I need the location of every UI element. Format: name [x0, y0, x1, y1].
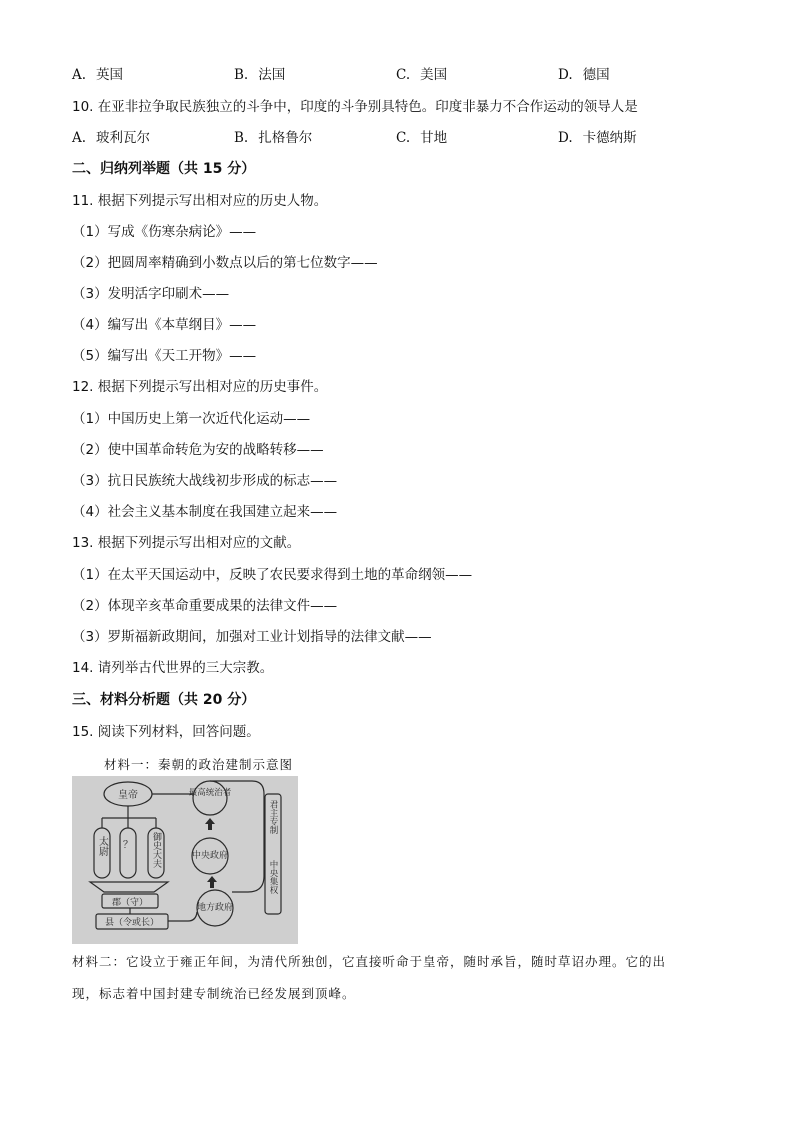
supreme-ruler-text: 最高统治者 — [188, 788, 232, 798]
q11-item: （3）发明活字印刷术—— — [72, 286, 230, 302]
autocracy-label: 君主专制 — [268, 800, 278, 834]
q10-option-d: D. 卡德纳斯 — [558, 130, 637, 146]
q10-stem: 10. 在亚非拉争取民族独立的斗争中，印度的斗争别具特色。印度非暴力不合作运动的领导人是 — [72, 99, 638, 115]
q10-option-c: C. 甘地 — [396, 130, 448, 146]
commandery-label: 郡（守） — [111, 898, 149, 908]
q12-item: （4）社会主义基本制度在我国建立起来—— — [72, 504, 338, 520]
q14-stem: 14. 请列举古代世界的三大宗教。 — [72, 660, 274, 676]
county-label: 县（令或长） — [104, 918, 160, 928]
q11-item: （2）把圆周率精确到小数点以后的第七位数字—— — [72, 255, 378, 271]
q11-item: （1）写成《伤寒杂病论》—— — [72, 224, 257, 240]
q10-options — [72, 128, 732, 148]
q12-item: （3）抗日民族统大战线初步形成的标志—— — [72, 473, 338, 489]
q9-options — [72, 65, 732, 85]
q9-option-d: D. 德国 — [558, 67, 610, 83]
yushi-label: 御史大夫 — [151, 832, 161, 868]
q12-item: （2）使中国革命转危为安的战略转移—— — [72, 442, 324, 458]
section2-heading: 二、归纳列举题（共 15 分） — [72, 161, 256, 177]
q9-option-a: A. 英国 — [72, 67, 124, 83]
local-gov-label: 地方政府 — [196, 903, 234, 913]
material1-caption: 材料一：秦朝的政治建制示意图 — [104, 757, 294, 772]
q15-stem: 15. 阅读下列材料，回答问题。 — [72, 724, 260, 740]
q9-option-b: B. 法国 — [234, 67, 286, 83]
q11-item: （4）编写出《本草纲目》—— — [72, 317, 257, 333]
material2-line2: 现，标志着中国封建专制统治已经发展到顶峰。 — [72, 986, 356, 1001]
q9-option-c: C. 美国 — [396, 67, 448, 83]
material2-line1: 材料二：它设立于雍正年间，为清代所独创，它直接听命于皇帝，随时承旨，随时草诏办理。它的出 — [72, 954, 667, 969]
q12-stem: 12. 根据下列提示写出相对应的历史事件。 — [72, 379, 328, 395]
supreme-ruler-label-top — [189, 787, 232, 798]
section3-heading: 三、材料分析题（共 20 分） — [72, 692, 256, 708]
q10-option-a: A. 玻利瓦尔 — [72, 130, 151, 146]
emperor-label: 皇帝 — [118, 790, 138, 801]
taiwei-label: 太尉 — [96, 836, 108, 856]
q13-item: （1）在太平天国运动中，反映了农民要求得到土地的革命纲领—— — [72, 567, 473, 583]
central-gov-label: 中央政府 — [191, 851, 229, 861]
q11-item: （5）编写出《天工开物》—— — [72, 348, 257, 364]
centralization-label: 中央集权 — [268, 860, 278, 894]
q13-stem: 13. 根据下列提示写出相对应的文献。 — [72, 535, 301, 551]
qin-political-structure-diagram — [72, 776, 298, 944]
q11-stem: 11. 根据下列提示写出相对应的历史人物。 — [72, 193, 328, 209]
q12-item: （1）中国历史上第一次近代化运动—— — [72, 411, 311, 427]
unknown-official-label: ？ — [123, 840, 133, 851]
q13-item: （2）体现辛亥革命重要成果的法律文件—— — [72, 598, 338, 614]
q13-item: （3）罗斯福新政期间，加强对工业计划指导的法律文献—— — [72, 629, 432, 645]
q10-option-b: B. 扎格鲁尔 — [234, 130, 313, 146]
